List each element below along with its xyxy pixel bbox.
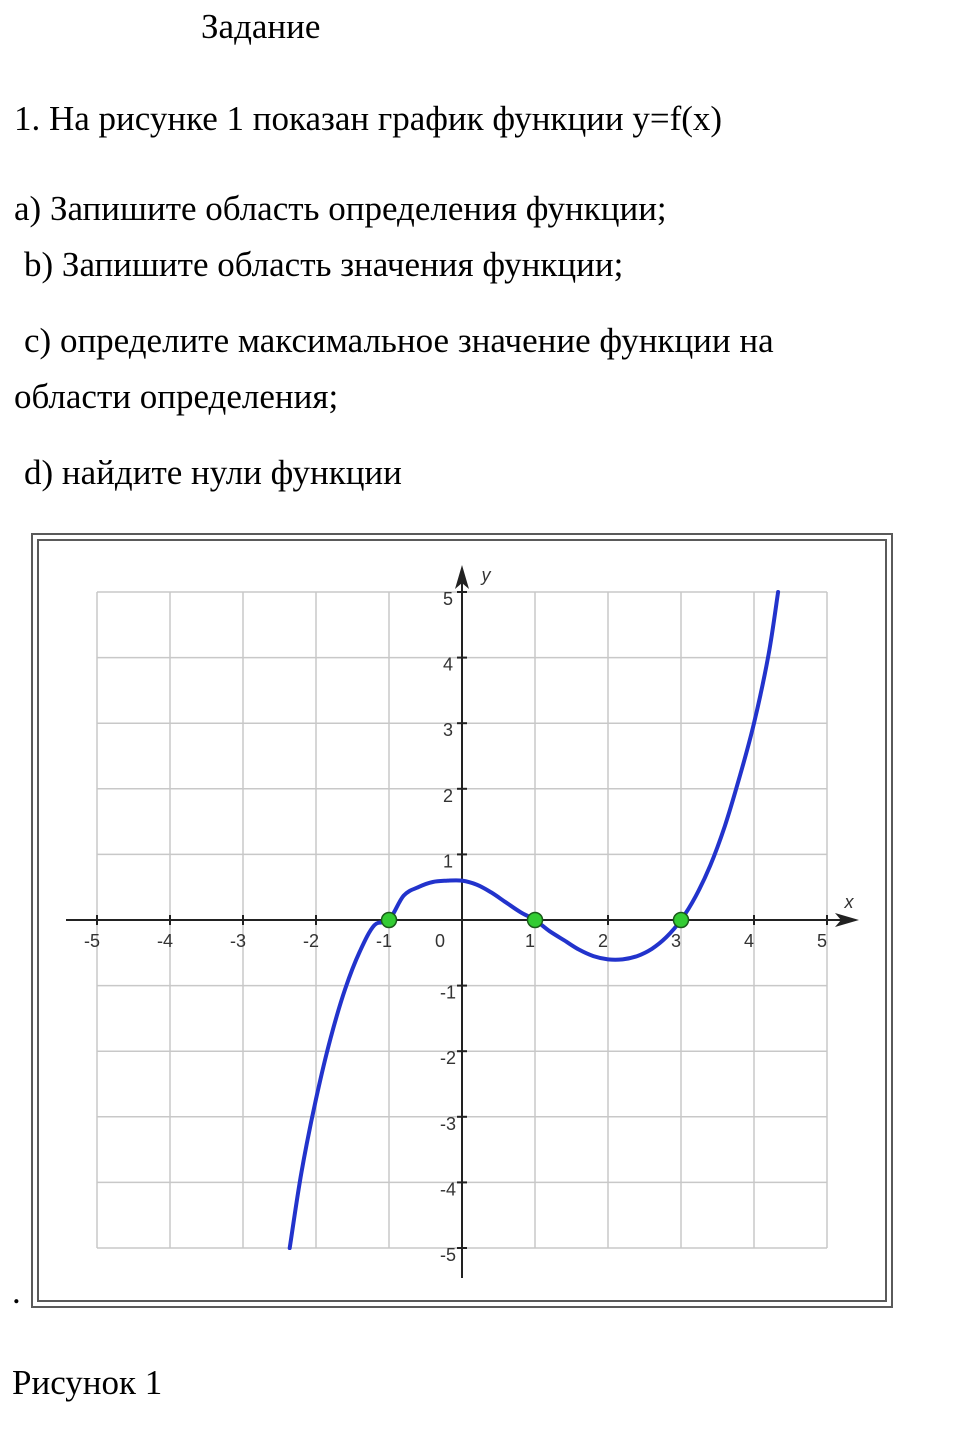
y-tick-label: -5 <box>439 1245 457 1265</box>
y-tick-label: -4 <box>439 1179 457 1200</box>
zero-point-marker <box>528 913 543 928</box>
x-tick-label: -2 <box>302 931 320 951</box>
x-axis-label: x <box>844 892 854 912</box>
x-tick-label: 4 <box>743 931 755 951</box>
y-tick-label: -2 <box>439 1048 457 1069</box>
task-item-b: b) Запишите область значения функции; <box>24 245 624 284</box>
y-axis-label: y <box>481 565 491 585</box>
y-tick-label: 3 <box>442 720 454 741</box>
x-tick-label: 2 <box>597 931 609 951</box>
y-tick-label: -3 <box>439 1113 457 1134</box>
figure-caption: Рисунок 1 <box>12 1363 163 1402</box>
x-tick-label: 5 <box>816 931 828 951</box>
zero-point-marker <box>382 913 397 928</box>
x-tick-label: -5 <box>83 931 101 951</box>
task-intro: 1. На рисунке 1 показан график функции y=f(x) <box>14 99 723 138</box>
y-tick-label: 1 <box>442 851 454 872</box>
y-tick-label: 5 <box>442 589 454 609</box>
y-tick-label: -1 <box>439 982 457 1003</box>
x-tick-label: -4 <box>156 931 174 951</box>
y-tick-label: 4 <box>442 654 454 675</box>
task-item-d: d) найдите нули функции <box>24 453 402 492</box>
x-tick-label: -1 <box>375 931 393 951</box>
axes <box>66 565 859 1278</box>
zero-point-marker <box>674 913 689 928</box>
page-title: Задание <box>201 7 321 46</box>
origin-label: 0 <box>434 931 446 951</box>
task-item-a: a) Запишите область определения функции; <box>14 189 667 228</box>
y-tick-label: 2 <box>442 785 454 806</box>
x-tick-label: -3 <box>229 931 247 951</box>
x-tick-label: 1 <box>524 931 536 951</box>
task-item-c-line2: области определения; <box>14 377 339 416</box>
task-item-c-line1: c) определите максимальное значение функции на <box>24 321 774 360</box>
function-graph <box>31 533 893 1308</box>
stray-mark: . <box>12 1272 21 1311</box>
x-tick-label: 3 <box>670 931 682 951</box>
label-layer <box>84 565 855 1265</box>
